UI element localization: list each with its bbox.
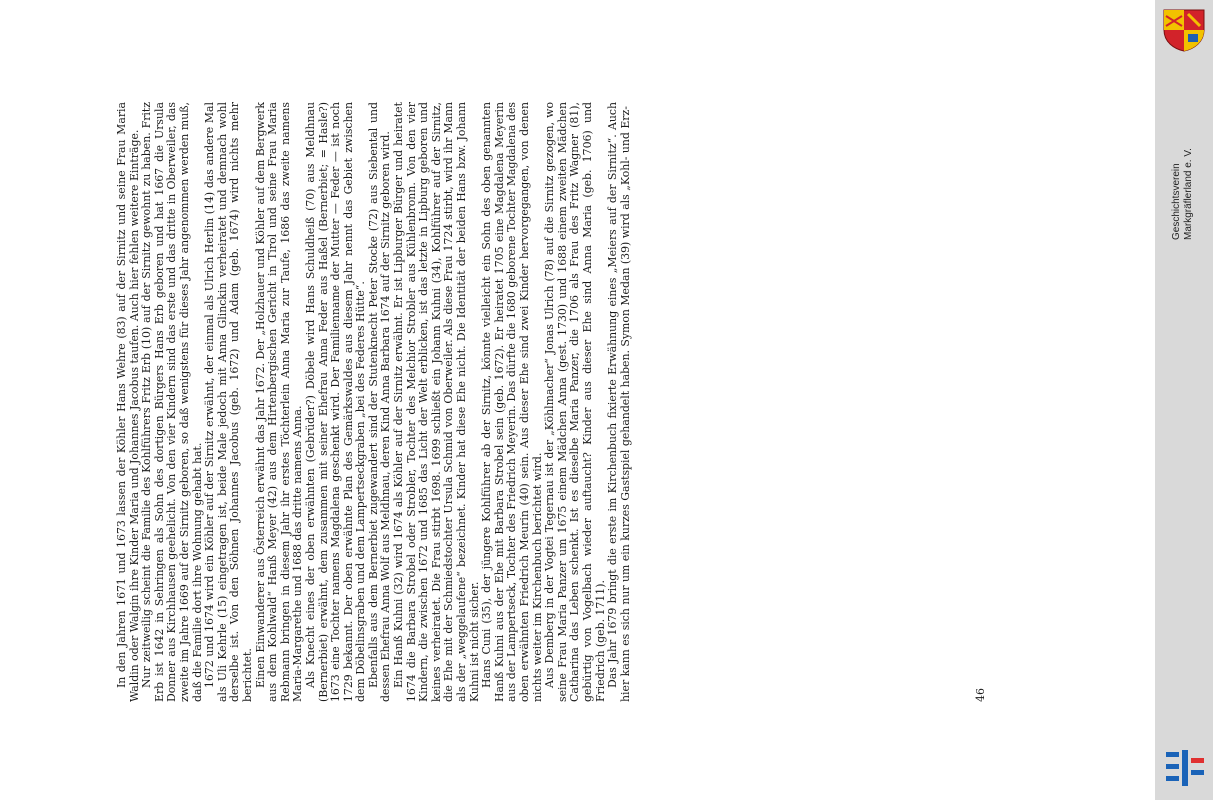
paragraph: Einen Einwanderer aus Österreich erwähnt das Jahr 1672. Der „Holzhauer und Köhler auf dem Bergwerk aus dem Kohlwald“ Hanß Meyer (42) aus dem Hirtenbergischen Gericht in Tirol und seine Frau Maria Rebmann bringen in diesem Jahr ihr erstes Töchterlein Anna Maria zur Taufe, 1686 das zweite namens Maria-Margarethe und 1688 das dritte namens Anna. — [253, 102, 305, 702]
paragraph: In den Jahren 1671 und 1673 lassen der Köhler Hans Wehre (83) auf der Sirnitz und seine Frau Maria Waldin oder Walgin ihre Kinder Maria und Johannes Jacobus taufen. Auch hier fehlen weitere Einträge. — [115, 102, 141, 702]
paragraph: Hans Cuni (35), der jüngere Kohlführer ab der Sirnitz, könnte vielleicht ein Sohn des oben genannten Hanß Kuhni aus der Ehe mit Barbara Strobel sein (geb. 1672). Er heiratet 1705 eine Magdalena Meyerin aus der Lampertseck, Tochter des Friedrich Meyerin. Das dürfte die 1680 geborene Tochter Magdalena des oben erwähnten Friedrich Meurin (40) sein. Aus dieser Ehe sind zwei Kinder hervorgegangen, von denen nichts weiter im Kirchenbuch berichtet wird. — [480, 102, 544, 702]
rotated-book-page — [116, 102, 996, 702]
article-text — [116, 102, 632, 702]
society-name-line2: Markgräflerland e. V. — [1183, 148, 1194, 240]
paragraph: Ebenfalls aus dem Bernerbiet zugewandert sind der Stutenknecht Peter Stocke (72) aus Siebental und dessen Ehefrau Anna Wolf aus Meldhnau, deren Kind Anna Barbara 1674 auf der Sirnitz geboren wird. — [366, 102, 393, 702]
society-name-line1: Geschichtsverein — [1171, 163, 1182, 240]
society-label — [1171, 0, 1195, 800]
paragraph: Nur zeitweilig scheint die Familie des Kohlführers Fritz Erb (10) auf der Sirnitz gewohnt zu haben. Fritz Erb ist 1642 in Sehringen als Sohn des dortigen Bürgers Hans Erb geboren und hat 1667 die Ursula Donner aus Kirchhausen geehelicht. Von den vier Kindern sind das erste und das dritte in Oberweiler, das zweite im Jahre 1669 auf der Sirnitz geboren, so daß wenigstens für dieses Jahr angenommen werden muß, daß die Familie dort ihre Wohnung gehabt hat. — [140, 102, 204, 702]
page-number: 46 — [974, 688, 987, 702]
ub-freiburg-logo-icon[interactable] — [1164, 748, 1208, 788]
paragraph: Ein Hanß Kuhni (32) wird 1674 als Köhler auf der Sirnitz erwähnt. Er ist Lipburger Bürger und heiratet 1674 die Barbara Strobel oder Strobler, Tochter des Melchior Strobler aus Kühlenbronn. Von den vier Kindern, die zwischen 1672 und 1685 das Licht der Welt erblicken, ist das letzte in Lipburg geboren und keines verheiratet. Die Frau stirbt 1698. 1699 schließt ein Johann Kuhni (34), Kohlführer auf der Sirnitz, die Ehe mit der Schmiedstochter Ursula Schmid von Oberweiler. Als diese Frau 1724 stirbt, wird ihr Mann als der „weggelaufene“ bezeichnet. Kinder hat diese Ehe nicht. Die Identität der beiden Hans bzw. Johann Kuhni ist nicht sicher. — [392, 102, 481, 702]
paragraph: 1672 und 1674 wird ein Köhler auf der Sirnitz erwähnt, der einmal als Ulrich Herlin (14) das andere Mal als Uli Kehrle (15) eingetragen ist, beide Male jedoch mit Anna Glinckin verheiratet und demnach wohl derselbe ist. Von den Söhnen Johannes Jacobus (geb. 1672) und Adam (geb. 1674) wird nichts mehr berichtet. — [203, 102, 254, 702]
paragraph: Als Knecht eines der oben erwähnten (Gebrüder?) Döbele wird Hans Schuldheiß (70) aus Meldhnau (Bernerbiet) erwähnt, dem zusammen mit seiner Ehefrau Anna Feder aus Haßel (Bernerbiet; = Hasle?) 1673 eine Tochter namens Magdalena geschenkt wird. Der Familienname der Mutter — Feder — ist noch 1729 bekannt. Der oben erwähnte Plan des Gemärkswaldes aus diesem Jahr nennt das Gebiet zwischen dem Döbelinsgraben und dem Lampertseckgraben „bei des Federes Hütte“. — [303, 102, 368, 702]
paragraph: Aus Demberg in der Vogtei Tegernau ist der „Köhlmacher“ Jonas Ulrich (78) auf die Sirnitz gezogen, wo seine Frau Maria Panzer um 1675 einem Mädchen Anna (gest. 1730) und 1688 einem zweiten Mädchen Catharina das Leben schenkt. Ist es dieselbe Maria Panzer, die 1706 als Frau des Fritz Wagner (81), gebürtig von Vogelbach wieder auftaucht? Kinder aus dieser Ehe sind Anna Maria (geb. 1706) und Friedrich (geb. 1711). — [543, 102, 607, 702]
paragraph: Das Jahr 1679 bringt die erste im Kirchenbuch fixierte Erwähnung eines „Meiers auf der Sirnitz“. Auch hier kann es sich nur um ein kurzes Gastspiel gehandelt haben. Symon Medan (39) wird als „Kohl- und Erz- — [606, 102, 632, 702]
